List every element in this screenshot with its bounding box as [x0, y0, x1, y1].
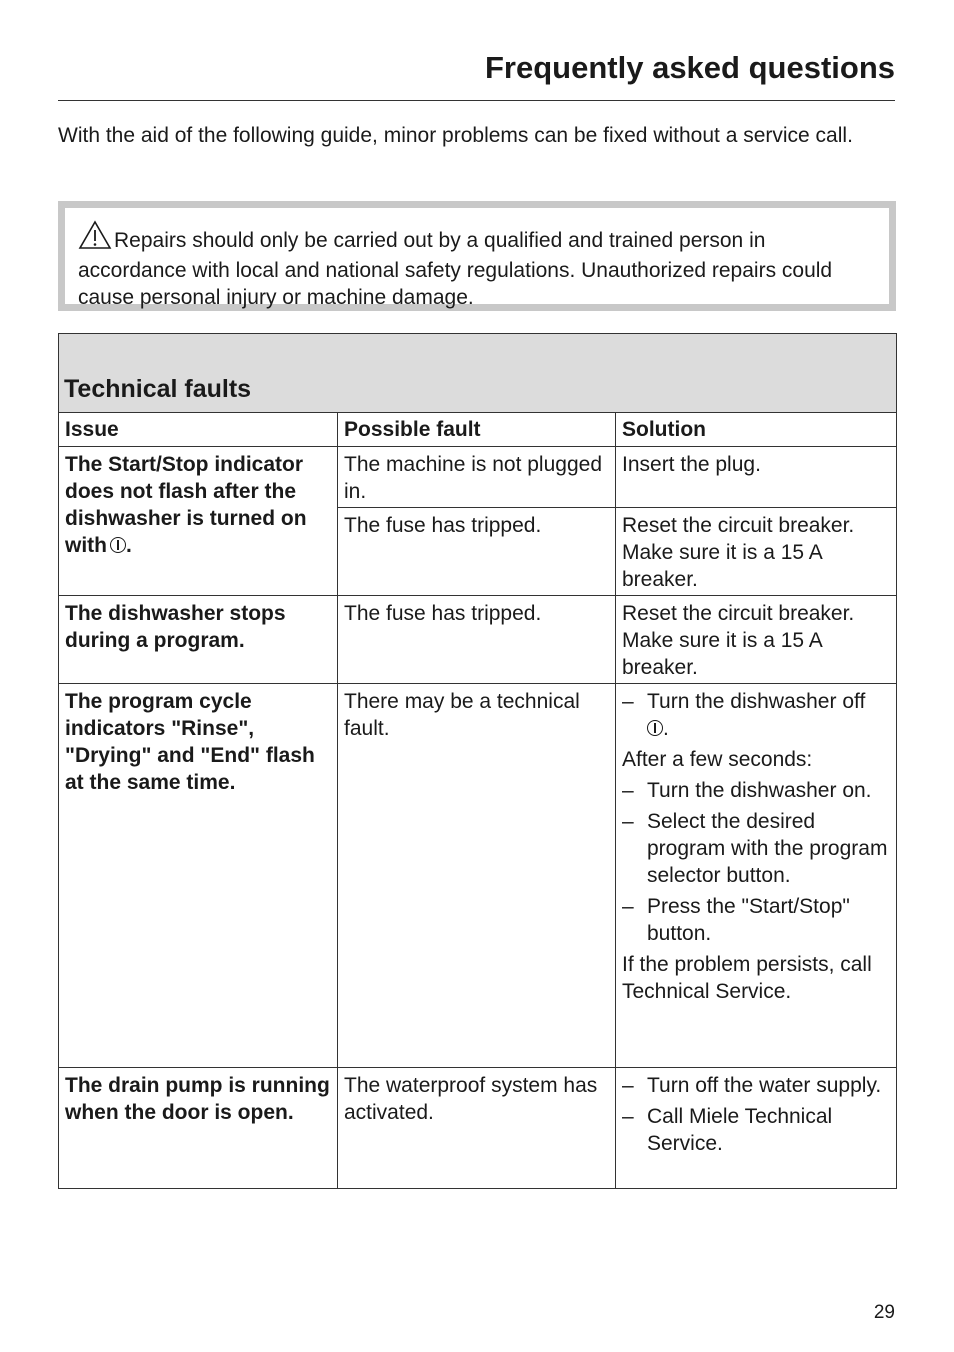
column-header-fault: Possible fault [338, 413, 616, 447]
power-button-icon [110, 537, 126, 553]
fault-cell: There may be a technical fault. [338, 684, 616, 1068]
warning-triangle-icon [78, 220, 112, 257]
table-row [59, 1068, 897, 1189]
solution-cell [616, 508, 897, 596]
solution-note: If the problem persists, call Technical Service. [622, 953, 872, 1003]
solution-step: – Select the desired program with the program selector button. [622, 810, 888, 887]
solution-step: – Turn the dishwasher on. [622, 779, 872, 802]
column-header-solution: Solution [616, 413, 897, 447]
solution-line: Make sure it is a 15 A breaker. [622, 629, 822, 679]
column-header-issue: Issue [59, 413, 338, 447]
fault-cell: The waterproof system has activated. [338, 1068, 616, 1189]
solution-step: – Call Miele Technical Service. [622, 1105, 833, 1155]
table-row [59, 596, 897, 684]
fault-cell: The fuse has tripped. [338, 508, 616, 596]
solution-cell [616, 596, 897, 684]
solution-cell [616, 447, 897, 508]
intro-paragraph: With the aid of the following guide, minor problems can be fixed without a service call. [58, 124, 853, 147]
issue-cell: The dishwasher stops during a program. [59, 596, 338, 684]
solution-line: After a few seconds: [622, 748, 813, 771]
technical-faults-table [58, 333, 897, 1189]
issue-text-end: . [126, 534, 132, 557]
fault-cell: The machine is not plugged in. [338, 447, 616, 508]
solution-line: Make sure it is a 15 A breaker. [622, 541, 822, 591]
title-divider [58, 100, 895, 101]
section-title: Technical faults [59, 334, 897, 413]
solution-cell [616, 684, 897, 1068]
issue-cell: The drain pump is running when the door is open. [59, 1068, 338, 1189]
solution-step: – Turn off the water supply. [622, 1074, 882, 1097]
table-row [59, 684, 897, 1068]
table-row [59, 447, 897, 508]
warning-box [58, 201, 896, 311]
warning-text: Repairs should only be carried out by a qualified and trained person in accordance with local and national safety regulations. Unauthorized repairs could cause personal injury or machine damage. [78, 229, 833, 309]
issue-text: The Start/Stop indicator does not flash after the dishwasher is turned on with [65, 453, 307, 557]
column-header-row [59, 413, 897, 447]
solution-line: Reset the circuit breaker. [622, 602, 855, 625]
solution-step: – Press the "Start/Stop" button. [622, 895, 850, 945]
power-button-icon [647, 720, 663, 736]
solution-step: – Turn the dishwasher off . [622, 690, 866, 740]
page-title: Frequently asked questions [485, 50, 895, 85]
solution-line: Insert the plug. [622, 453, 761, 476]
issue-cell [59, 447, 338, 596]
issue-cell: The program cycle indicators "Rinse", "Drying" and "End" flash at the same time. [59, 684, 338, 1068]
solution-line: Reset the circuit breaker. [622, 514, 855, 537]
section-header-row [59, 334, 897, 413]
page-number: 29 [873, 1302, 895, 1323]
fault-cell: The fuse has tripped. [338, 596, 616, 684]
solution-cell [616, 1068, 897, 1189]
